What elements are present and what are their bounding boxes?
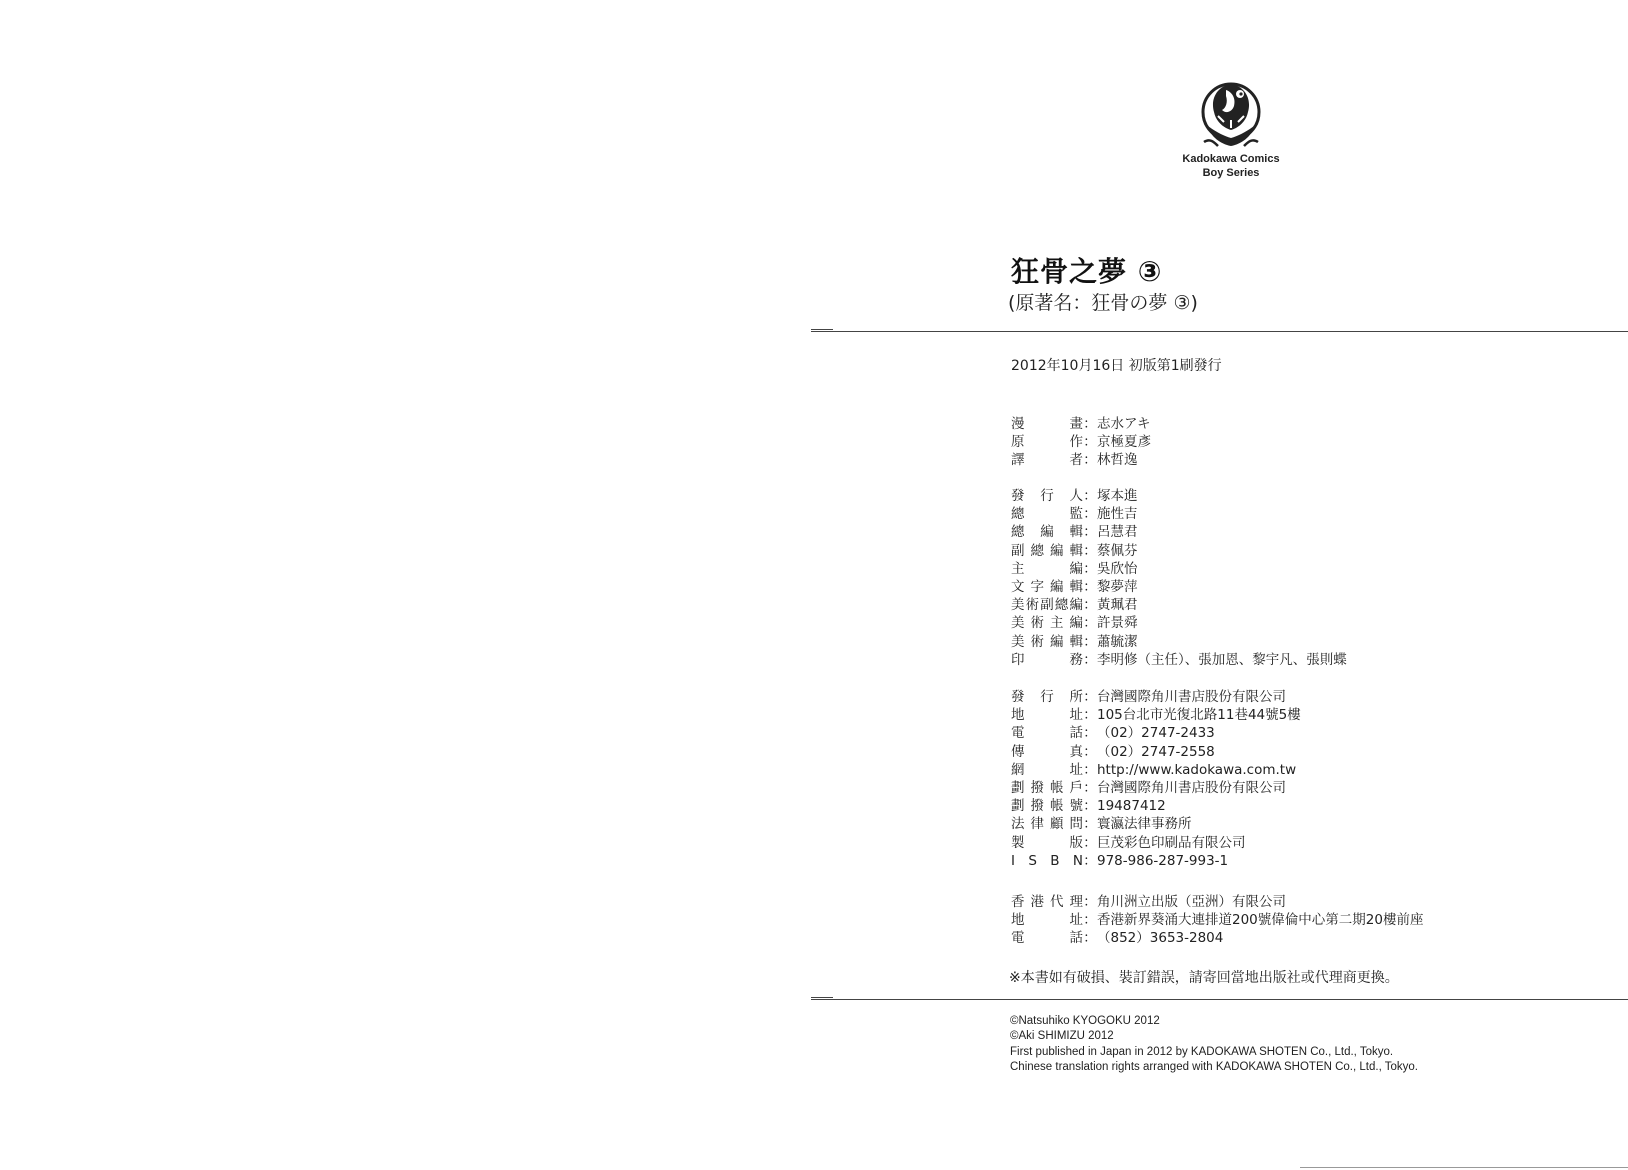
publisher-label: I S B N	[1011, 852, 1083, 869]
publisher-row: 劃 撥 帳 號 ： 19487412	[1011, 798, 1166, 815]
hongkong-label: 香 港 代 理	[1011, 894, 1083, 910]
staff-group	[1011, 487, 1347, 669]
staff-row: 印 務 ： 李明修（主任）、張加恩、黎宇凡、張則蝶	[1011, 651, 1347, 668]
publisher-label: 傳 真	[1011, 743, 1083, 760]
publisher-label: 網 址	[1011, 761, 1083, 778]
book-title: 狂骨之夢 ③	[1011, 255, 1163, 288]
publisher-label: 地 址	[1011, 707, 1083, 724]
edition-info: 2012年10月16日 初版第1刷發行	[1011, 358, 1222, 374]
staff-value: 許景舜	[1097, 615, 1138, 632]
staff-value: 塚本進	[1097, 488, 1138, 504]
credit-label: 漫 畫	[1011, 416, 1083, 432]
publisher-label: 製 版	[1011, 834, 1083, 851]
publisher-row: 發 行 所 ： 台灣國際角川書店股份有限公司	[1011, 689, 1286, 705]
staff-value: 黃珮君	[1097, 597, 1138, 614]
publisher-group	[1011, 688, 1301, 870]
publisher-value: （02）2747-2558	[1097, 743, 1215, 760]
staff-label: 主 編	[1011, 560, 1083, 577]
credit-label: 原 作	[1011, 434, 1083, 451]
publisher-label: 電 話	[1011, 725, 1083, 742]
divider-bottom	[811, 999, 1628, 1000]
staff-label: 美 術 編 輯	[1011, 633, 1083, 650]
staff-value: 吳欣怡	[1097, 560, 1138, 577]
publisher-row: 地 址 ： 105台北市光復北路11巷44號5樓	[1011, 707, 1301, 724]
staff-value: 蔡佩芬	[1097, 542, 1138, 559]
page-edge-line	[1300, 1167, 1628, 1168]
staff-label: 發 行 人	[1011, 488, 1083, 504]
staff-value: 呂慧君	[1097, 524, 1138, 541]
credit-row: 原 作 ： 京極夏彥	[1011, 434, 1151, 451]
publisher-label: 法 律 顧 問	[1011, 816, 1083, 833]
credit-label: 譯 者	[1011, 452, 1083, 469]
hongkong-row: 地 址 ： 香港新界葵涌大連排道200號偉倫中心第二期20樓前座	[1011, 912, 1424, 929]
staff-row: 美 術 主 編 ： 許景舜	[1011, 615, 1138, 632]
staff-row: 主 編 ： 吳欣怡	[1011, 560, 1138, 577]
hongkong-value: （852）3653-2804	[1097, 930, 1224, 947]
copyright-line: Chinese translation rights arranged with KADOKAWA SHOTEN Co., Ltd., Tokyo.	[1010, 1060, 1418, 1073]
divider-top	[811, 331, 1628, 332]
staff-row: 副 總 編 輯 ： 蔡佩芬	[1011, 542, 1138, 559]
staff-label: 美 術 主 編	[1011, 615, 1083, 632]
copyright-line: ©Aki SHIMIZU 2012	[1010, 1030, 1114, 1043]
logo-line-2: Boy Series	[1202, 167, 1260, 179]
phoenix-emblem-icon	[1196, 76, 1266, 152]
website-value: http://www.kadokawa.com.tw	[1097, 761, 1297, 778]
publisher-value: 台灣國際角川書店股份有限公司	[1097, 779, 1286, 796]
publisher-row: 傳 真 ： （02）2747-2558	[1011, 743, 1215, 760]
replacement-notice: ※本書如有破損、裝訂錯誤，請寄回當地出版社或代理商更換。	[1009, 970, 1399, 986]
staff-label: 副 總 編 輯	[1011, 542, 1083, 559]
staff-label: 總 編 輯	[1011, 524, 1083, 541]
publisher-value: （02）2747-2433	[1097, 725, 1215, 742]
staff-value: 黎夢萍	[1097, 578, 1138, 595]
copyright-line: ©Natsuhiko KYOGOKU 2012	[1010, 1015, 1160, 1027]
staff-label: 總 監	[1011, 506, 1083, 523]
credit-value: 京極夏彥	[1097, 434, 1151, 451]
staff-label: 印 務	[1011, 651, 1083, 668]
hongkong-row: 電 話 ： （852）3653-2804	[1011, 930, 1224, 947]
hongkong-row: 香 港 代 理 ： 角川洲立出版（亞洲）有限公司	[1011, 894, 1286, 910]
staff-value: 施性吉	[1097, 506, 1138, 523]
isbn-value: 978-986-287-993-1	[1097, 852, 1229, 869]
staff-label: 美 術 副 總 編	[1011, 597, 1083, 614]
publisher-label: 發 行 所	[1011, 689, 1083, 705]
credit-row: 漫 畫 ： 志水アキ	[1011, 416, 1151, 432]
credits-group	[1011, 415, 1151, 470]
staff-row: 美 術 編 輯 ： 蕭毓潔	[1011, 633, 1138, 650]
hongkong-label: 地 址	[1011, 912, 1083, 929]
copyright-block	[1010, 1014, 1418, 1075]
staff-row: 發 行 人 ： 塚本進	[1011, 488, 1138, 504]
hongkong-label: 電 話	[1011, 930, 1083, 947]
publisher-logo	[1163, 76, 1299, 180]
publisher-label: 劃 撥 帳 戶	[1011, 779, 1083, 796]
staff-value: 蕭毓潔	[1097, 633, 1138, 650]
publisher-value: 105台北市光復北路11巷44號5樓	[1097, 707, 1301, 724]
hongkong-value: 角川洲立出版（亞洲）有限公司	[1097, 894, 1286, 910]
publisher-row: 網 址 ： http://www.kadokawa.com.tw	[1011, 761, 1297, 778]
publisher-row: 法 律 顧 問 ： 寰瀛法律事務所	[1011, 816, 1192, 833]
publisher-value: 台灣國際角川書店股份有限公司	[1097, 689, 1286, 705]
publisher-row: 製 版 ： 巨茂彩色印刷品有限公司	[1011, 834, 1246, 851]
staff-label: 文 字 編 輯	[1011, 578, 1083, 595]
credit-row: 譯 者 ： 林哲逸	[1011, 452, 1138, 469]
original-title: (原著名：狂骨の夢 ③)	[1008, 292, 1198, 314]
publisher-label: 劃 撥 帳 號	[1011, 798, 1083, 815]
staff-row: 總 監 ： 施性吉	[1011, 506, 1138, 523]
logo-line-1: Kadokawa Comics	[1182, 153, 1280, 165]
credit-value: 志水アキ	[1097, 416, 1151, 432]
copyright-line: First published in Japan in 2012 by KADOKAWA SHOTEN Co., Ltd., Tokyo.	[1010, 1045, 1394, 1058]
staff-row: 美 術 副 總 編 ： 黃珮君	[1011, 597, 1138, 614]
staff-value: 李明修（主任）、張加恩、黎宇凡、張則蝶	[1097, 651, 1347, 668]
publisher-value: 19487412	[1097, 798, 1166, 815]
publisher-value: 巨茂彩色印刷品有限公司	[1097, 834, 1246, 851]
publisher-value: 寰瀛法律事務所	[1097, 816, 1192, 833]
publisher-row: 劃 撥 帳 戶 ： 台灣國際角川書店股份有限公司	[1011, 779, 1286, 796]
hongkong-group	[1011, 893, 1423, 948]
staff-row: 總 編 輯 ： 呂慧君	[1011, 524, 1138, 541]
hongkong-value: 香港新界葵涌大連排道200號偉倫中心第二期20樓前座	[1097, 912, 1424, 929]
credit-value: 林哲逸	[1097, 452, 1138, 469]
publisher-row: 電 話 ： （02）2747-2433	[1011, 725, 1215, 742]
staff-row: 文 字 編 輯 ： 黎夢萍	[1011, 578, 1138, 595]
publisher-row: I S B N ： 978-986-287-993-1	[1011, 852, 1229, 869]
